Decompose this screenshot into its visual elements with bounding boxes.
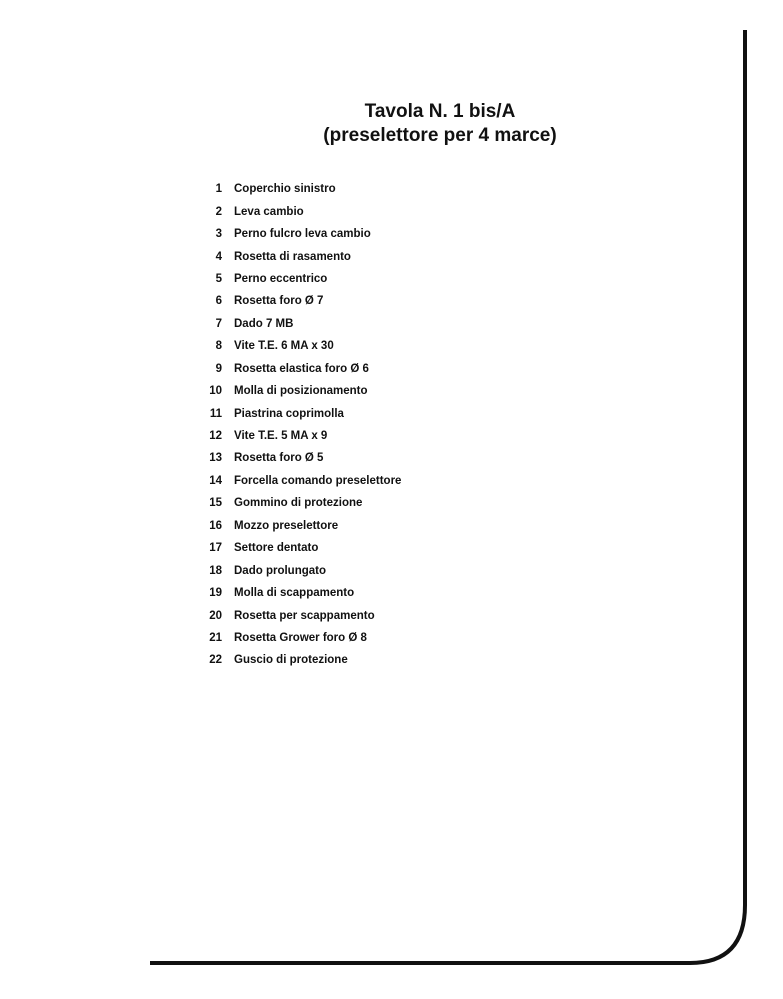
list-item: [196, 402, 401, 424]
part-name: Forcella comando preselettore: [234, 474, 402, 487]
part-number: 18: [209, 564, 222, 577]
part-name: Molla di scappamento: [234, 587, 355, 600]
list-item: [196, 537, 401, 559]
list-item: [196, 492, 401, 514]
list-item: [196, 245, 401, 267]
list-item: [196, 582, 401, 604]
part-number: 14: [209, 474, 222, 487]
title-line-2: (preselettore per 4 marce): [323, 125, 557, 146]
part-name: Rosetta foro Ø 7: [234, 295, 324, 308]
page-title: [290, 100, 590, 148]
part-name: Rosetta elastica foro Ø 6: [234, 362, 369, 375]
part-number: 15: [209, 497, 222, 510]
part-number: 8: [215, 340, 222, 353]
part-name: Vite T.E. 5 MA x 9: [234, 430, 328, 443]
list-item: [196, 178, 401, 200]
part-name: Guscio di protezione: [234, 654, 348, 667]
part-number: 3: [215, 228, 222, 241]
list-item: [196, 313, 401, 335]
title-line-1: Tavola N. 1 bis/A: [364, 101, 516, 122]
list-item: [196, 268, 401, 290]
part-number: 7: [215, 317, 222, 330]
part-name: Mozzo preselettore: [234, 519, 339, 532]
list-item: [196, 223, 401, 245]
list-item: [196, 200, 401, 222]
part-name: Settore dentato: [234, 542, 319, 555]
part-name: Rosetta di rasamento: [234, 250, 351, 263]
list-item: [196, 604, 401, 626]
part-number: 16: [209, 519, 222, 532]
part-name: Molla di posizionamento: [234, 385, 368, 398]
part-number: 11: [209, 407, 222, 420]
part-name: Dado 7 MB: [234, 317, 294, 330]
part-name: Rosetta foro Ø 5: [234, 452, 324, 465]
part-name: Perno eccentrico: [234, 272, 328, 285]
parts-list: [196, 178, 401, 672]
list-item: [196, 515, 401, 537]
list-item: [196, 470, 401, 492]
part-number: 4: [215, 250, 222, 263]
part-name: Coperchio sinistro: [234, 183, 336, 196]
part-number: 5: [215, 272, 222, 285]
part-number: 12: [209, 430, 222, 443]
list-item: [196, 358, 401, 380]
part-name: Leva cambio: [234, 205, 304, 218]
part-name: Piastrina coprimolla: [234, 407, 344, 420]
part-number: 20: [209, 609, 222, 622]
part-number: 6: [215, 295, 222, 308]
part-number: 10: [209, 385, 222, 398]
list-item: [196, 627, 401, 649]
part-name: Dado prolungato: [234, 564, 326, 577]
part-name: Rosetta per scappamento: [234, 609, 375, 622]
list-item: [196, 290, 401, 312]
part-number: 13: [209, 452, 222, 465]
list-item: [196, 335, 401, 357]
part-name: Rosetta Grower foro Ø 8: [234, 631, 367, 644]
part-number: 17: [209, 542, 222, 555]
list-item: [196, 447, 401, 469]
part-number: 9: [215, 362, 222, 375]
part-name: Gommino di protezione: [234, 497, 363, 510]
part-name: Perno fulcro leva cambio: [234, 228, 371, 241]
part-number: 19: [209, 587, 222, 600]
list-item: [196, 380, 401, 402]
list-item: [196, 649, 401, 671]
part-number: 1: [215, 183, 222, 196]
part-number: 22: [209, 654, 222, 667]
part-number: 2: [215, 205, 222, 218]
part-number: 21: [209, 631, 222, 644]
list-item: [196, 425, 401, 447]
part-name: Vite T.E. 6 MA x 30: [234, 340, 334, 353]
list-item: [196, 559, 401, 581]
